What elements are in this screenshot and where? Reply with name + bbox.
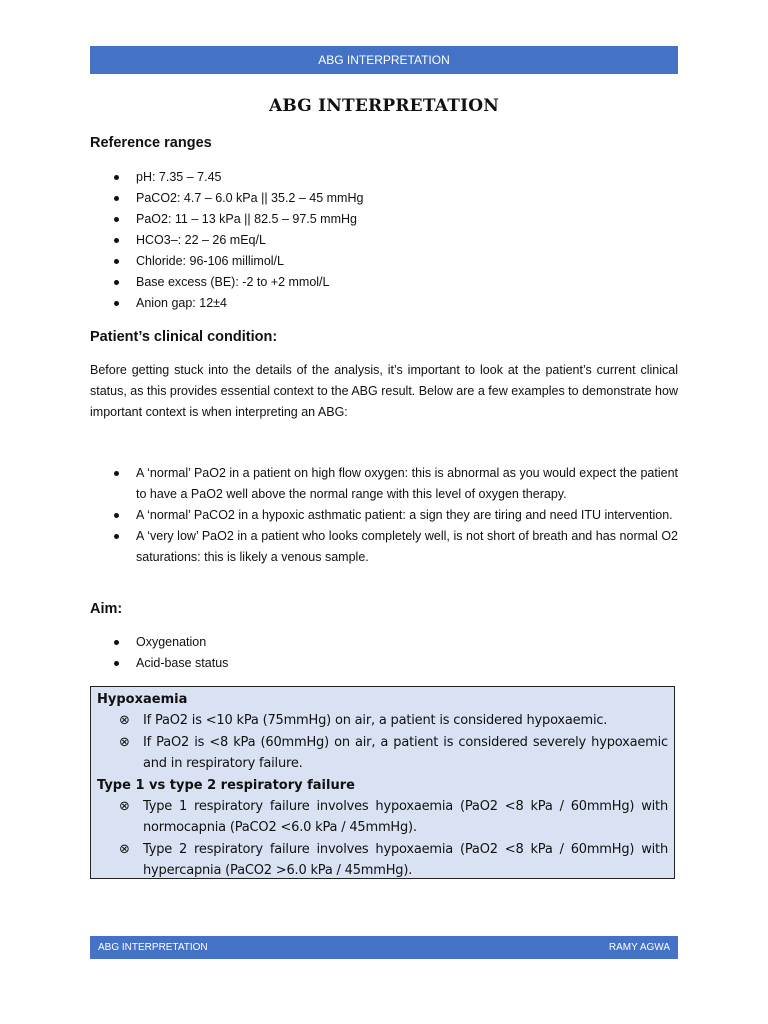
list-item: Anion gap: 12±4 (90, 293, 678, 314)
bullet-icon (114, 471, 119, 476)
list-item: Chloride: 96-106 millimol/L (90, 251, 678, 272)
list-item: A ‘very low’ PaO2 in a patient who looks completely well, is not short of breath and has normal O2 saturations: this is likely a venous sample. (90, 526, 678, 568)
aim-heading: Aim: (90, 601, 123, 617)
bullet-icon (114, 238, 119, 243)
box-list-item: ⊗ If PaO2 is <8 kPa (60mmHg) on air, a patient is considered severely hypoxaemic and in respiratory failure. (97, 732, 668, 775)
list-item: Oxygenation (90, 632, 678, 653)
bullet-icon (114, 175, 119, 180)
clinical-condition-paragraph: Before getting stuck into the details of the analysis, it’s important to look at the patient’s current clinical status, as this provides essential context to the ABG result. Below are a few examples to demonstrate how important context is when interpreting an ABG: (90, 363, 678, 419)
box-list-item: ⊗ Type 1 respiratory failure involves hypoxaemia (PaO2 <8 kPa / 60mmHg) with normocapnia (PaCO2 <6.0 kPa / 45mmHg). (97, 796, 668, 839)
footer-left-text: ABG INTERPRETATION (98, 942, 208, 953)
circled-times-icon: ⊗ (119, 734, 130, 750)
clinical-condition-heading: Patient’s clinical condition: (90, 329, 278, 345)
bullet-icon (114, 534, 119, 539)
list-item: A ‘normal’ PaCO2 in a hypoxic asthmatic patient: a sign they are tiring and need ITU intervention. (90, 505, 678, 526)
footer-author-text: RAMY AGWA (608, 942, 670, 953)
aim-list (90, 632, 678, 674)
box-list-item: ⊗ If PaO2 is <10 kPa (75mmHg) on air, a patient is considered hypoxaemic. (97, 710, 668, 732)
bullet-icon (114, 513, 119, 518)
bullet-icon (114, 301, 119, 306)
bullet-icon (114, 661, 119, 666)
circled-times-icon: ⊗ (119, 841, 130, 857)
circled-times-icon: ⊗ (119, 798, 130, 814)
respiratory-failure-heading: Type 1 vs type 2 respiratory failure (97, 777, 355, 793)
header-text: ABG INTERPRETATION (318, 53, 450, 67)
reference-ranges-heading: Reference ranges (90, 135, 212, 151)
reference-ranges-list (90, 167, 678, 314)
summary-box (90, 686, 675, 879)
list-item: Acid-base status (90, 653, 678, 674)
bullet-icon (114, 259, 119, 264)
list-item: A ‘normal’ PaO2 in a patient on high flow oxygen: this is abnormal as you would expect the patient to have a PaO2 well above the normal range with this level of oxygen therapy. (90, 463, 678, 505)
hypoxaemia-heading: Hypoxaemia (97, 692, 188, 707)
bullet-icon (114, 196, 119, 201)
circled-times-icon: ⊗ (119, 713, 130, 728)
page-footer-bar (90, 936, 678, 959)
bullet-icon (114, 217, 119, 222)
bullet-icon (114, 640, 119, 645)
list-item: pH: 7.35 – 7.45 (90, 167, 678, 188)
list-item: PaCO2: 4.7 – 6.0 kPa || 35.2 – 45 mmHg (90, 188, 678, 209)
box-list-item: ⊗ Type 2 respiratory failure involves hypoxaemia (PaO2 <8 kPa / 60mmHg) with hypercapnia (PaCO2 >6.0 kPa / 45mmHg). (97, 839, 668, 882)
list-item: Base excess (BE): -2 to +2 mmol/L (90, 272, 678, 293)
page-header-bar (90, 46, 678, 74)
document-title: ABG INTERPRETATION (269, 96, 499, 116)
bullet-icon (114, 280, 119, 285)
clinical-examples-list (90, 463, 678, 568)
list-item: HCO3–: 22 – 26 mEq/L (90, 230, 678, 251)
list-item: PaO2: 11 – 13 kPa || 82.5 – 97.5 mmHg (90, 209, 678, 230)
